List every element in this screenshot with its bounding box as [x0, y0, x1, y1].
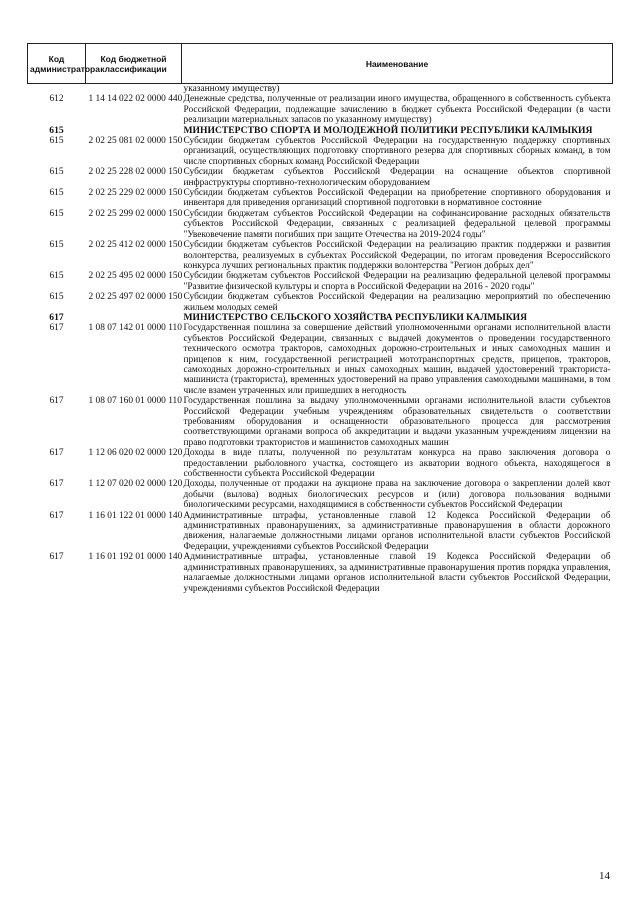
budget-code-cell: [86, 313, 182, 323]
name-cell: МИНИСТЕРСТВО СПОРТА И МОЛОДЕЖНОЙ ПОЛИТИКИ РЕСПУБЛИКИ КАЛМЫКИЯ: [183, 124, 593, 136]
admin-code-cell: 617: [49, 323, 64, 334]
admin-code-cell: 617: [49, 448, 64, 459]
admin-code-cell: 615: [49, 167, 64, 178]
table-row: [28, 552, 613, 594]
name-cell: МИНИСТЕРСТВО СЕЛЬСКОГО ХОЗЯЙСТВА РЕСПУБЛИКИ КАЛМЫКИЯ: [183, 311, 528, 323]
name-cell: Административные штрафы, установленные главой 19 Кодекса Российской Федерации об административных правонарушениях, за административные правонарушения против порядка управления, налагаемые должностными лицами органов исполнительной власти субъектов Российской Федерации, учреждениями субъектов Российской Федерации: [183, 552, 611, 594]
table-row: [28, 84, 613, 95]
name-cell: Субсидии бюджетам субъектов Российской Федерации на софинансирование расходных обязательств субъектов Российской Федерации, связанных с реализацией федеральной целевой программы "Увековечение памяти погибших при защите Отечества на 2019-2024 годы": [183, 208, 611, 240]
budget-code-cell: 2 02 25 299 02 0000 150: [88, 208, 183, 219]
table-row: [28, 94, 613, 125]
table-row: [28, 240, 613, 271]
budget-code-cell: 2 02 25 495 02 0000 150: [88, 271, 183, 282]
table-row: [28, 396, 613, 448]
name-cell: Субсидии бюджетам субъектов Российской Федерации на оснащение объектов спортивной инфраструктуры спортивно-технологическим оборудованием: [183, 167, 611, 188]
name-cell: Доходы в виде платы, полученной по результатам конкурса на право заключения договора о предоставлении рыболовного участка, состоящего из акватории водного объекта, находящегося в собственности субъекта Российской Федерации: [183, 448, 611, 480]
ministry-heading-row: [28, 126, 613, 136]
budget-code-cell: 2 02 25 229 02 0000 150: [88, 188, 183, 199]
table-row: [28, 209, 613, 240]
ministry-heading-row: [28, 313, 613, 323]
table-row: [28, 323, 613, 396]
admin-code-cell: 615: [49, 208, 64, 219]
name-cell: указанному имуществу): [183, 84, 280, 94]
table-row: [28, 292, 613, 313]
name-cell: Субсидии бюджетам субъектов Российской Федерации на реализацию практик поддержки и развития волонтерства, реализуемых в субъектах Российской Федерации, по итогам проведения Всероссийского конкурса лучших региональных практик поддержки волонтерства "Регион добрых дел": [183, 240, 611, 271]
admin-code-cell: 615: [49, 188, 64, 199]
document-table-container: [27, 43, 612, 594]
admin-code-cell: 617: [49, 311, 64, 323]
table-row: [28, 167, 613, 188]
budget-code-cell: 1 16 01 122 01 0000 140: [88, 510, 183, 521]
admin-code-cell: 615: [49, 271, 64, 282]
table-row: [28, 271, 613, 292]
name-cell: Денежные средства, полученные от реализации иного имущества, обращенного в собственность субъекта Российской Федерации, подлежащие зачислению в бюджет субъекта Российской Федерации (в части реализации материальных запасов по указанному имуществу): [183, 94, 611, 126]
admin-code-cell: 617: [49, 552, 64, 563]
name-cell: Административные штрафы, установленные главой 12 Кодекса Российской Федерации об административных правонарушениях, за административные правонарушения в области дорожного движения, налагаемые должностными лицами органов исполнительной власти субъектов Российской Федерации, учреждениями субъектов Российской Федерации: [183, 510, 611, 552]
admin-code-cell: 615: [49, 124, 64, 136]
admin-code-cell: [28, 84, 86, 95]
budget-code-cell: 1 08 07 160 01 0000 110: [88, 396, 182, 407]
table-row: [28, 448, 613, 479]
name-cell: Субсидии бюджетам субъектов Российской Федерации на государственную поддержку спортивных организаций, осуществляющих подготовку спортивного резерва для спортивных сборных команд, в том числе спортивных сборных команд Российской Федерации: [183, 136, 611, 167]
name-cell: Субсидии бюджетам субъектов Российской Федерации на реализацию федеральной целевой программы "Развитие физической культуры и спорта в Российской Федерации на 2016 - 2020 годы": [183, 271, 611, 292]
admin-code-cell: 612: [49, 94, 64, 105]
admin-code-cell: 615: [49, 240, 64, 251]
budget-code-cell: 1 14 14 022 02 0000 440: [88, 94, 183, 105]
budget-code-cell: [86, 84, 182, 95]
name-cell: Государственная пошлина за выдачу уполномоченными органами исполнительной власти субъектов Российской Федерации учебным учреждениям образовательных свидетельств о соответствии требованиям оборудования и оснащенности образовательного процесса для рассмотрения соответствующими органами вопроса об аккредитации и выдачи указанным учреждениям лицензии на право подготовки трактористов и машинистов самоходных машин: [183, 396, 611, 448]
admin-code-cell: 617: [49, 479, 64, 490]
name-cell: Государственная пошлина за совершение действий уполномоченными органами исполнительной власти субъектов Российской Федерации, связанных с выдачей документов о проведении государственного технического осмотра тракторов, самоходных дорожно-строительных и иных самоходных машин и прицепов к ним, государственной регистрацией мототранспортных средств, прицепов, тракторов, самоходных дорожно-строительных и иных самоходных машин, выдачей удостоверений тракториста-машиниста (тракториста), временных удостоверений на право управления самоходными машинами, в том числе взамен утраченных или пришедших в негодность: [183, 323, 611, 396]
revenue-codes-table: [27, 43, 613, 594]
admin-code-cell: 617: [49, 510, 64, 521]
budget-code-cell: 2 02 25 228 02 0000 150: [88, 167, 183, 178]
table-row: [28, 188, 613, 209]
budget-code-cell: [86, 126, 182, 136]
header-admin-code: Код администратора: [28, 44, 86, 84]
table-row: [28, 136, 613, 167]
admin-code-cell: 615: [49, 136, 64, 147]
budget-code-cell: 1 08 07 142 01 0000 110: [88, 323, 182, 334]
table-header: [28, 44, 613, 84]
budget-code-cell: 2 02 25 412 02 0000 150: [88, 240, 183, 251]
name-cell: Доходы, полученные от продажи на аукционе права на заключение договора о закреплении долей квот добычи (вылова) водных биологических ресурсов и (или) договора пользования водными биологическими ресурсами, находящимися в собственности субъектов Российской Федерации: [183, 479, 611, 511]
table-row: [28, 479, 613, 510]
budget-code-cell: 2 02 25 497 02 0000 150: [88, 292, 183, 303]
name-cell: Субсидии бюджетам субъектов Российской Федерации на приобретение спортивного оборудования и инвентаря для приведения организаций спортивной подготовки в нормативное состояние: [183, 188, 611, 209]
table-row: [28, 511, 613, 553]
budget-code-cell: 1 12 06 020 02 0000 120: [88, 448, 183, 459]
admin-code-cell: 617: [49, 396, 64, 407]
budget-code-cell: 1 16 01 192 01 0000 140: [88, 552, 183, 563]
page-number: 14: [599, 870, 610, 882]
name-cell: Субсидии бюджетам субъектов Российской Федерации на реализацию мероприятий по обеспечению жильем молодых семей: [183, 292, 611, 313]
admin-code-cell: 615: [49, 292, 64, 303]
header-budget-code: Код бюджетной классификации: [86, 44, 182, 84]
budget-code-cell: 1 12 07 020 02 0000 120: [88, 479, 183, 490]
table-body: [28, 84, 613, 594]
budget-code-cell: 2 02 25 081 02 0000 150: [88, 136, 183, 147]
header-name: Наименование: [182, 44, 613, 84]
